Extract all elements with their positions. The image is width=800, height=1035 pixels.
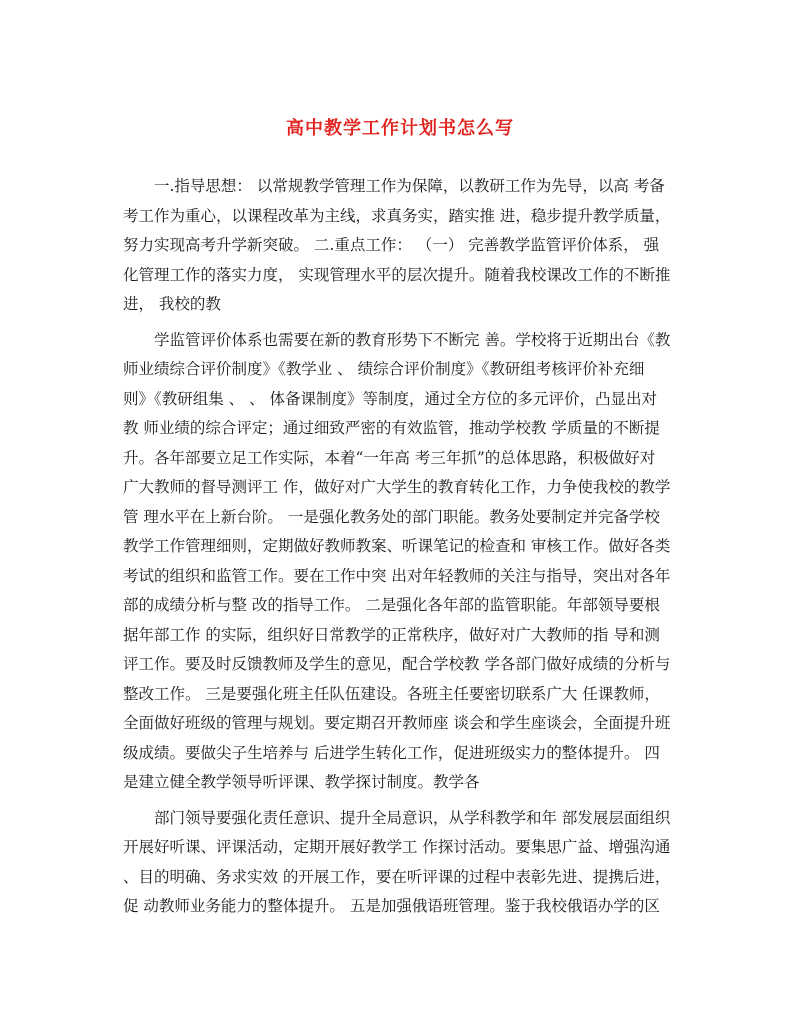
document-body bbox=[123, 172, 683, 928]
text-line: 部门领导要强化责任意识、提升全局意识，从学科教学和年 部发展层面组织 bbox=[154, 808, 671, 827]
text-line: 是建立健全教学领导听评课、教学探讨制度。教学各 bbox=[123, 773, 480, 791]
text-line: 考工作为重心，以课程改革为主线，求真务实，踏实推 进，稳步提升教学质量， bbox=[123, 206, 671, 225]
text-line: 促 动教师业务能力的整体提升。 五是加强俄语班管理。鉴于我校俄语办学的区 bbox=[123, 897, 660, 915]
text-line: 评工作。要及时反馈教师及学生的意见，配合学校教 学各部门做好成绩的分析与 bbox=[123, 655, 671, 673]
text-line: 开展好听课、评课活动，定期开展好教学工 作探讨活动。要集思广益、增强沟通 bbox=[123, 838, 671, 856]
text-line: 整改工作。 三是要强化班主任队伍建设。各班主任要密切联系广大 任课教师， bbox=[123, 684, 660, 703]
text-line: 据年部工作 的实际，组织好日常教学的正常秩序，做好对广大教师的指 导和测 bbox=[123, 625, 660, 644]
text-line: 部的成绩分析与整 改的指导工作。 二是强化各年部的监管职能。年部领导要根 bbox=[123, 596, 660, 614]
text-line: 考试的组织和监管工作。要在工作中突 出对年轻教师的关注与指导，突出对各年 bbox=[123, 566, 671, 585]
text-line: 、目的明确、务求实效 的开展工作，要在听评课的过程中表彰先进、提携后进， bbox=[123, 867, 671, 886]
paragraph-1 bbox=[123, 172, 683, 320]
text-line: 进， 我校的教 bbox=[123, 295, 221, 313]
text-line: 化管理工作的落实力度， 实现管理水平的层次提升。随着我校课改工作的不断推 bbox=[123, 265, 671, 284]
text-line: 级成绩。要做尖子生培养与 后进学生转化工作，促进班级实力的整体提升。 四 bbox=[123, 743, 660, 762]
document-title: 高中教学工作计划书怎么写 bbox=[286, 118, 514, 139]
text-line: 全面做好班级的管理与规划。要定期召开教师座 谈会和学生座谈会，全面提升班 bbox=[123, 714, 671, 732]
text-line: 一.指导思想： 以常规教学管理工作为保障，以教研工作为先导，以高 考备 bbox=[154, 177, 665, 195]
text-line: 师业绩综合评价制度》《教学业 、 绩综合评价制度》《教研组考核评价补充细 bbox=[123, 360, 645, 378]
text-line: 管 理水平在上新台阶。 一是强化教务处的部门职能。教务处要制定并完备学校 bbox=[123, 507, 660, 526]
text-line: 努力实现高考升学新突破。 二.重点工作： （一） 完善教学监管评价体系， 强 bbox=[123, 236, 660, 254]
text-line: 教学工作管理细则，定期做好教师教案、听课笔记的检查和 审核工作。做好各类 bbox=[123, 537, 671, 555]
text-line: 学监管评价体系也需要在新的教育形势下不断完 善。学校将于近期出台《教 bbox=[154, 330, 671, 349]
text-line: 教 师业绩的综合评定；通过细致严密的有效监管，推动学校教 学质量的不断提 bbox=[123, 419, 660, 437]
paragraph-2 bbox=[123, 326, 683, 798]
paragraph-3 bbox=[123, 804, 683, 922]
text-line: 升。各年部要立足工作实际，本着“一年高 考三年抓”的总体思路，积极做好对 bbox=[123, 448, 656, 467]
text-line: 广大教师的督导测评工 作，做好对广大学生的教育转化工作，力争使我校的教学 bbox=[123, 478, 671, 496]
text-line: 则》《教研组集 、 、 体备课制度》等制度，通过全方位的多元评价，凸显出对 bbox=[123, 389, 658, 408]
